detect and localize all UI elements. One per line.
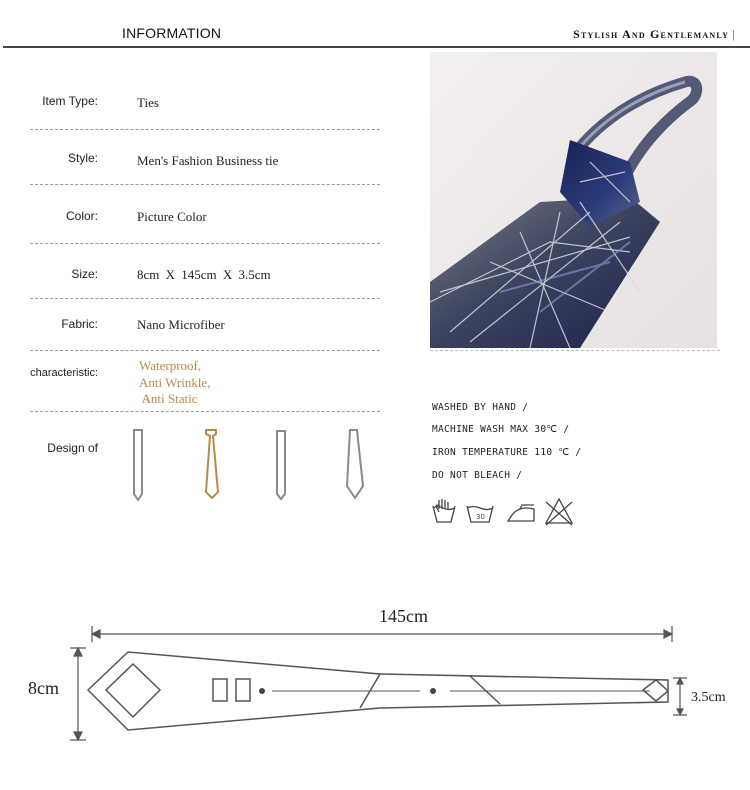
spec-value-fabric: Nano Microfiber: [137, 317, 225, 332]
spec-divider: [30, 184, 380, 185]
spec-divider: [30, 129, 380, 130]
iron-icon: [508, 505, 534, 521]
classic-tie-icon: [347, 430, 363, 498]
spec-divider: [30, 243, 380, 244]
spec-value-color: Picture Color: [137, 209, 207, 224]
dimension-diagram: [0, 590, 750, 790]
header-divider: [3, 46, 750, 48]
machine-wash-30-icon: [467, 506, 493, 522]
spec-label-fabric: Fabric:: [61, 317, 98, 331]
care-line-bleach: DO NOT BLEACH /: [432, 470, 523, 481]
spec-label-size: Size:: [71, 267, 98, 281]
slogan: [573, 27, 736, 42]
spec-value-style: Men's Fashion Business tie: [137, 153, 279, 168]
spec-label-characteristic: characteristic:: [30, 367, 98, 379]
narrow-straight-tie-icon: [134, 430, 142, 500]
no-bleach-icon: [546, 499, 572, 525]
straight-tie-icon: [277, 431, 285, 499]
spec-label-design: Design of: [47, 441, 98, 455]
tie-product-photo: [430, 52, 717, 348]
spec-label-style: Style:: [67, 151, 98, 165]
spec-divider: [30, 298, 380, 299]
spec-value-characteristic-1: Waterproof,: [139, 358, 202, 373]
spec-value-item-type: Ties: [137, 95, 159, 110]
spec-value-size: 8cm X 145cm X 3.5cm: [137, 267, 271, 282]
header: [0, 0, 750, 50]
slogan-bar: |: [732, 27, 736, 41]
spec-value-characteristic-3: Anti Static: [139, 391, 198, 406]
spec-divider: [30, 411, 380, 412]
spec-divider: [30, 350, 380, 351]
hand-wash-icon: [433, 499, 455, 522]
zipper-tie-icon: [206, 430, 218, 498]
care-line-hand-wash: WASHED BY HAND /: [432, 402, 529, 413]
wash-temp-label: 30: [476, 513, 485, 521]
design-shapes: [120, 422, 380, 507]
care-icons: [430, 496, 590, 528]
care-line-iron: IRON TEMPERATURE 110 ℃ /: [432, 447, 582, 458]
length-label: 145cm: [379, 606, 428, 626]
section-title: INFORMATION: [122, 25, 222, 41]
tip-width-label: 3.5cm: [691, 690, 726, 705]
photo-divider: [430, 350, 720, 351]
spec-label-color: Color:: [65, 209, 98, 223]
spec-value-characteristic-2: Anti Wrinkle,: [139, 375, 211, 390]
tie-outline: [88, 652, 668, 730]
width-label: 8cm: [28, 678, 59, 698]
care-line-machine-wash: MACHINE WASH MAX 30℃ /: [432, 424, 570, 435]
spec-label-item-type: Item Type:: [42, 94, 98, 108]
slogan-text: Stylish And Gentlemanly: [573, 27, 730, 41]
